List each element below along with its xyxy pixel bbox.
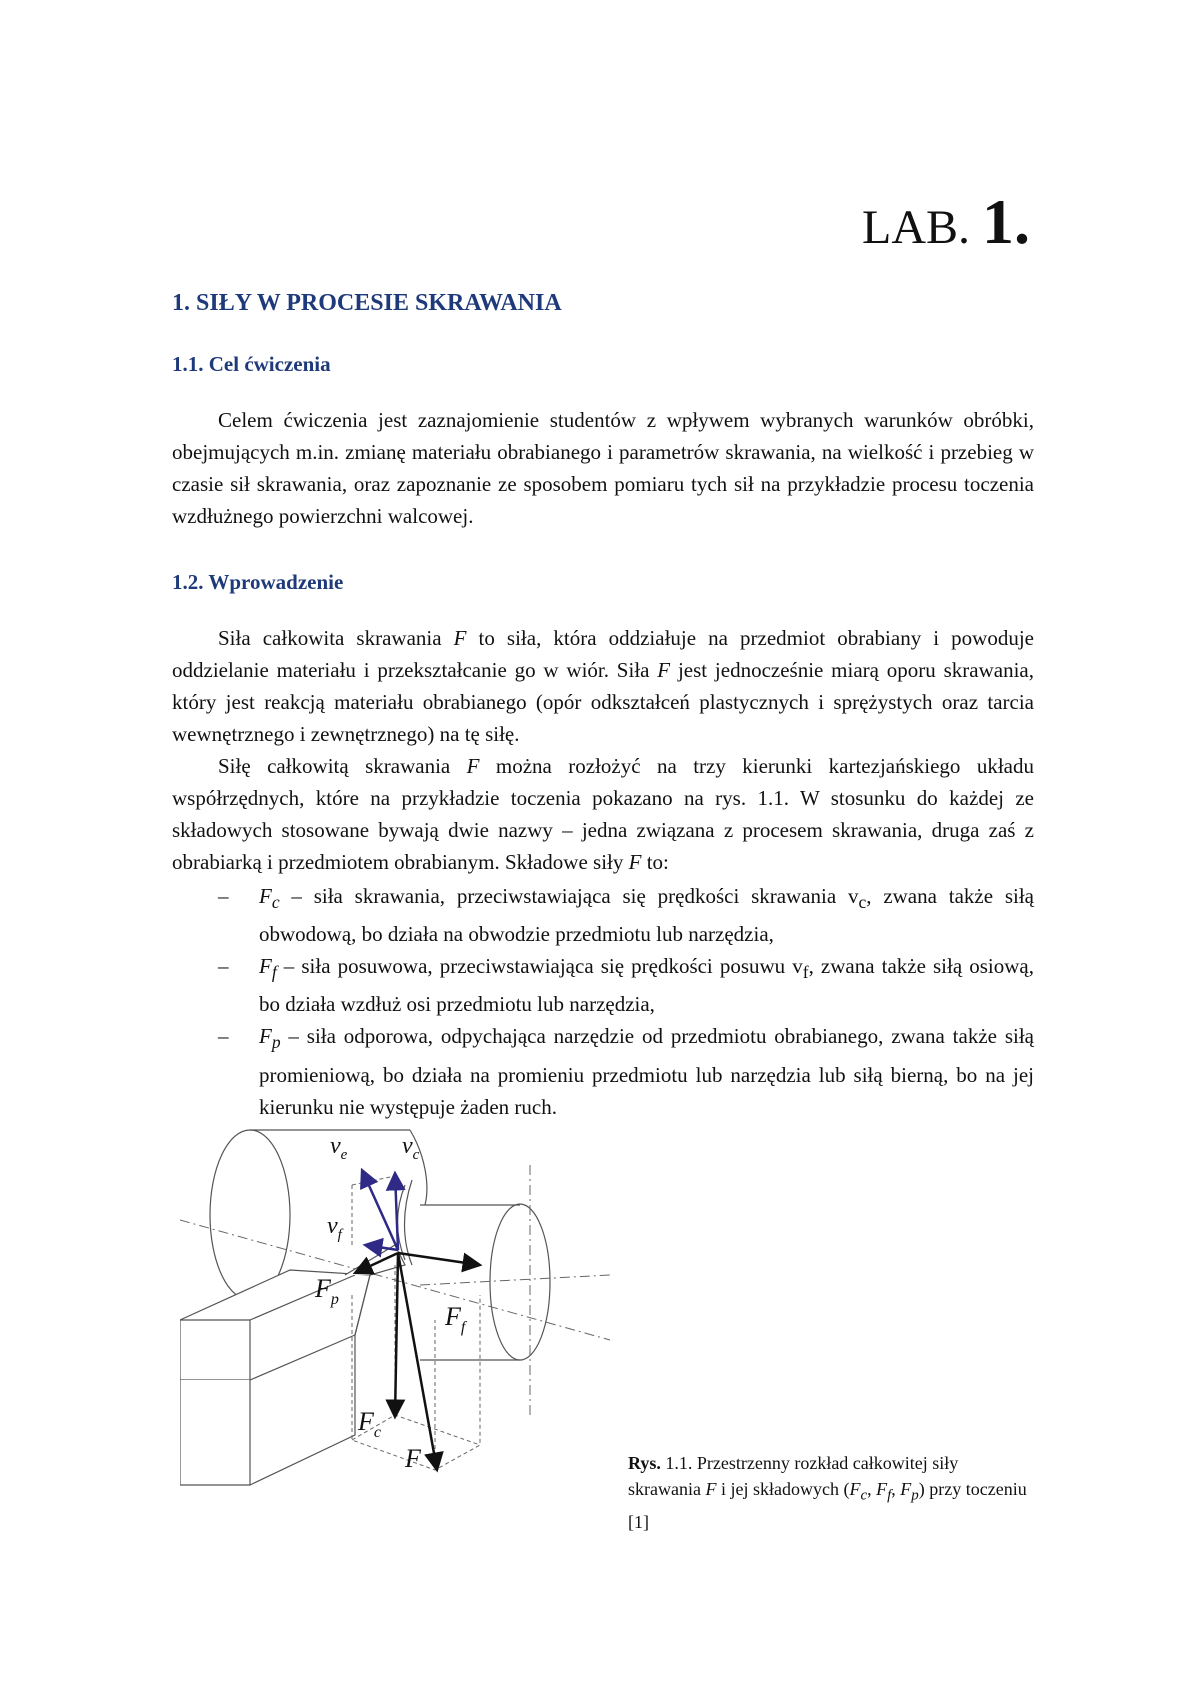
f-label: F [405, 1444, 421, 1473]
lab-number: 1. [982, 186, 1030, 257]
list-item: – $F_f$ – siła posuwowa, przeciwstawiająca się prędkości posuwu $v_f$, zwana także siłą osiową, bo działa wzdłuż osi przedmiotu lub narzędzia, [218, 954, 1034, 1017]
list-item: – $F_p$ – siła odporowa, odpychająca narzędzie od przedmiotu obrabianego, zwana także siłą promieniową, bo działa na promieniu przedmiotu lub narzędzia lub siłą bierną, bo na jej kierunku nie występuje żaden ruch. [218, 1024, 1034, 1119]
subsection-title-1: 1.1. Cel ćwiczenia [172, 352, 331, 376]
fp-label: $F_p$ [315, 1274, 339, 1308]
figure-caption: Rys. 1.1. Przestrzenny rozkład całkowitej siły skrawania F i jej składowych ($F_c$, $F_f$, $F_p$) przy toczeniu [1] [628, 1453, 1027, 1532]
lab-prefix: LAB. [862, 201, 970, 254]
vf-label: $v_f$ [327, 1213, 342, 1243]
fc-arrow [395, 1253, 398, 1417]
f-arrow [398, 1253, 437, 1470]
paragraph-intro-1: Siła całkowita skrawania F to siła, która oddziałuje na przedmiot obrabiany i powoduje oddzielanie materiału i przekształcanie go w wiór. Siła F jest jednocześnie miarą oporu skrawania, który jest reakcją materiału obrabianego (opór odkształceń plastycznych i sprężystych oraz tarcia wewnętrznego i zewnętrznego) na tę siłę. [172, 626, 1034, 746]
subsection-title-2: 1.2. Wprowadzenie [172, 570, 344, 594]
ff-label: $F_f$ [445, 1302, 466, 1336]
vc-label: $v_c$ [402, 1133, 420, 1163]
ve-arrow [362, 1170, 398, 1250]
vc-arrow [395, 1173, 398, 1250]
velocity-vectors [362, 1170, 398, 1250]
section-title: 1. SIŁY W PROCESIE SKRAWANIA [172, 290, 562, 316]
lab-title [862, 186, 1030, 257]
paragraph-intro-2: Siłę całkowitą skrawania F można rozłożyć na trzy kierunki kartezjańskiego układu współrzędnych, które na przykładzie toczenia pokazano na rys. 1.1. W stosunku do każdej ze składowych stosowane bywają dwie nazwy – jedna związana z procesem skrawania, druga zaś z obrabiarką i przedmiotem obrabianym. Składowe siły F to: [172, 754, 1034, 874]
fc-label: $F_c$ [358, 1407, 381, 1441]
cutting-tool [180, 1245, 405, 1485]
force-components-list [172, 880, 1034, 1123]
list-item: – $F_c$ – siła skrawania, przeciwstawiająca się prędkości skrawania $v_c$, zwana także siłą obwodową, bo działa na obwodzie przedmiotu lub narzędzia, [218, 884, 1034, 947]
ve-label: $v_e$ [330, 1133, 348, 1163]
cutting-forces-figure [180, 1125, 620, 1535]
paragraph-cel: Celem ćwiczenia jest zaznajomienie studentów z wpływem wybranych warunków obróbki, obejmujących m.in. zmianę materiału obrabianego i parametrów skrawania, na wielkość i przebieg w czasie sił skrawania, oraz zapoznanie ze sposobem pomiaru tych sił na przykładzie procesu toczenia wzdłużnego powierzchni walcowej. [172, 408, 1034, 528]
